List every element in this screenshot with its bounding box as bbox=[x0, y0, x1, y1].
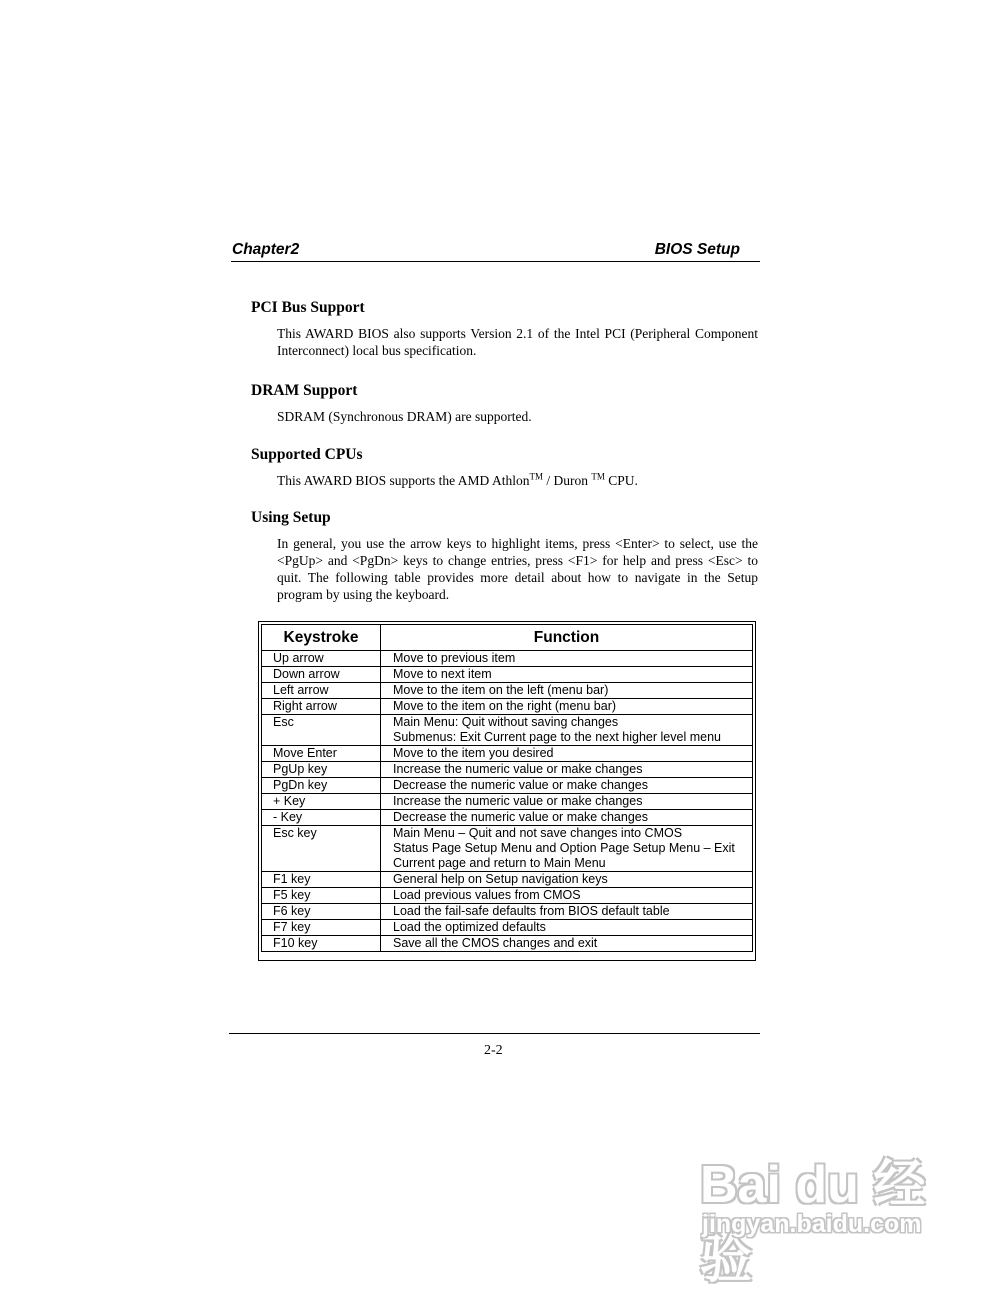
keystroke-cell: Down arrow bbox=[262, 667, 381, 683]
function-line: Move to the item on the left (menu bar) bbox=[393, 683, 609, 697]
keystroke-cell: F6 key bbox=[262, 904, 381, 920]
baidu-watermark bbox=[700, 1130, 960, 1289]
function-line: Current page and return to Main Menu bbox=[393, 856, 606, 870]
table-row bbox=[262, 826, 753, 872]
cpu-text: CPU. bbox=[604, 473, 638, 488]
section-title: Using Setup bbox=[251, 509, 331, 526]
section-title: Supported CPUs bbox=[251, 446, 363, 463]
function-line: Move to the item on the right (menu bar) bbox=[393, 699, 617, 713]
keystroke-table bbox=[261, 624, 753, 952]
function-line: Submenus: Exit Current page to the next higher level menu bbox=[393, 730, 721, 744]
function-line: Load previous values from CMOS bbox=[393, 888, 581, 902]
function-line: Load the fail-safe defaults from BIOS default table bbox=[393, 904, 670, 918]
function-line: Main Menu – Quit and not save changes into CMOS bbox=[393, 826, 683, 840]
section-title: DRAM Support bbox=[251, 382, 358, 399]
section-pci-bus bbox=[251, 299, 758, 359]
function-line: Save all the CMOS changes and exit bbox=[393, 936, 598, 950]
keystroke-cell: F5 key bbox=[262, 888, 381, 904]
table-row bbox=[262, 778, 753, 794]
page-number: 2-2 bbox=[484, 1043, 503, 1058]
function-cell bbox=[381, 826, 753, 872]
function-cell bbox=[381, 936, 753, 952]
function-line: Move to the item you desired bbox=[393, 746, 554, 760]
trademark-mark: TM bbox=[591, 471, 605, 482]
section-label: BIOS Setup bbox=[654, 241, 740, 258]
keystroke-cell: + Key bbox=[262, 794, 381, 810]
function-cell bbox=[381, 683, 753, 699]
watermark-logo: Bai du 经验 bbox=[700, 1156, 926, 1289]
keystroke-cell: F1 key bbox=[262, 872, 381, 888]
keystroke-cell: PgDn key bbox=[262, 778, 381, 794]
table-row bbox=[262, 683, 753, 699]
function-cell bbox=[381, 810, 753, 826]
function-cell bbox=[381, 778, 753, 794]
section-body: This AWARD BIOS also supports Version 2.1 of the Intel PCI (Peripheral Component Interconnect) local bus specification. bbox=[277, 326, 758, 358]
function-cell bbox=[381, 872, 753, 888]
table-row bbox=[262, 651, 753, 667]
table-row bbox=[262, 904, 753, 920]
function-line: Decrease the numeric value or make changes bbox=[393, 778, 648, 792]
function-cell bbox=[381, 920, 753, 936]
trademark-mark: TM bbox=[529, 471, 543, 482]
keystroke-cell: Esc bbox=[262, 715, 381, 746]
chapter-label: Chapter2 bbox=[232, 241, 300, 258]
function-cell bbox=[381, 667, 753, 683]
function-cell bbox=[381, 651, 753, 667]
cpu-text: This AWARD BIOS supports the AMD Athlon bbox=[277, 473, 530, 488]
table-row bbox=[262, 667, 753, 683]
cpu-text: / Duron bbox=[542, 473, 592, 488]
table-row bbox=[262, 872, 753, 888]
watermark-url: jingyan.baidu.com bbox=[702, 1210, 922, 1238]
table-body bbox=[262, 651, 753, 952]
table-row bbox=[262, 715, 753, 746]
table-row bbox=[262, 810, 753, 826]
function-cell bbox=[381, 762, 753, 778]
function-line: Main Menu: Quit without saving changes bbox=[393, 715, 619, 729]
section-body: SDRAM (Synchronous DRAM) are supported. bbox=[277, 409, 532, 424]
function-cell bbox=[381, 888, 753, 904]
table-row bbox=[262, 936, 753, 952]
table-row bbox=[262, 920, 753, 936]
keystroke-cell: Move Enter bbox=[262, 746, 381, 762]
column-header-function: Function bbox=[381, 625, 753, 651]
section-body bbox=[277, 472, 758, 489]
function-cell bbox=[381, 794, 753, 810]
function-line: Move to next item bbox=[393, 667, 492, 681]
function-cell bbox=[381, 746, 753, 762]
keystroke-cell: Esc key bbox=[262, 826, 381, 872]
function-line: Decrease the numeric value or make changes bbox=[393, 810, 648, 824]
function-line: Status Page Setup Menu and Option Page Setup Menu – Exit bbox=[393, 841, 735, 855]
function-line: Increase the numeric value or make changes bbox=[393, 762, 643, 776]
keystroke-table-frame bbox=[258, 621, 756, 961]
function-line: Increase the numeric value or make changes bbox=[393, 794, 643, 808]
table-row bbox=[262, 794, 753, 810]
section-dram bbox=[251, 382, 758, 425]
table-row bbox=[262, 762, 753, 778]
column-header-keystroke: Keystroke bbox=[262, 625, 381, 651]
keystroke-cell: PgUp key bbox=[262, 762, 381, 778]
table-row bbox=[262, 888, 753, 904]
function-cell bbox=[381, 904, 753, 920]
function-line: Move to previous item bbox=[393, 651, 516, 665]
function-line: General help on Setup navigation keys bbox=[393, 872, 608, 886]
section-body: In general, you use the arrow keys to highlight items, press <Enter> to select, use the <PgUp> and <PgDn> keys to change entries, press <F1> for help and press <Esc> to quit. The following table provides more detail about how to navigate in the Setup program by using the keyboard. bbox=[277, 536, 758, 602]
keystroke-cell: Left arrow bbox=[262, 683, 381, 699]
function-line: Load the optimized defaults bbox=[393, 920, 546, 934]
section-title: PCI Bus Support bbox=[251, 299, 365, 316]
keystroke-cell: - Key bbox=[262, 810, 381, 826]
table-header-row bbox=[262, 625, 753, 651]
page-header bbox=[231, 240, 760, 262]
keystroke-cell: F10 key bbox=[262, 936, 381, 952]
table-row bbox=[262, 699, 753, 715]
footer-divider bbox=[229, 1033, 760, 1034]
section-using-setup bbox=[251, 509, 758, 603]
function-cell bbox=[381, 715, 753, 746]
function-cell bbox=[381, 699, 753, 715]
keystroke-cell: Right arrow bbox=[262, 699, 381, 715]
table-row bbox=[262, 746, 753, 762]
section-cpus bbox=[251, 446, 758, 489]
keystroke-cell: Up arrow bbox=[262, 651, 381, 667]
keystroke-cell: F7 key bbox=[262, 920, 381, 936]
